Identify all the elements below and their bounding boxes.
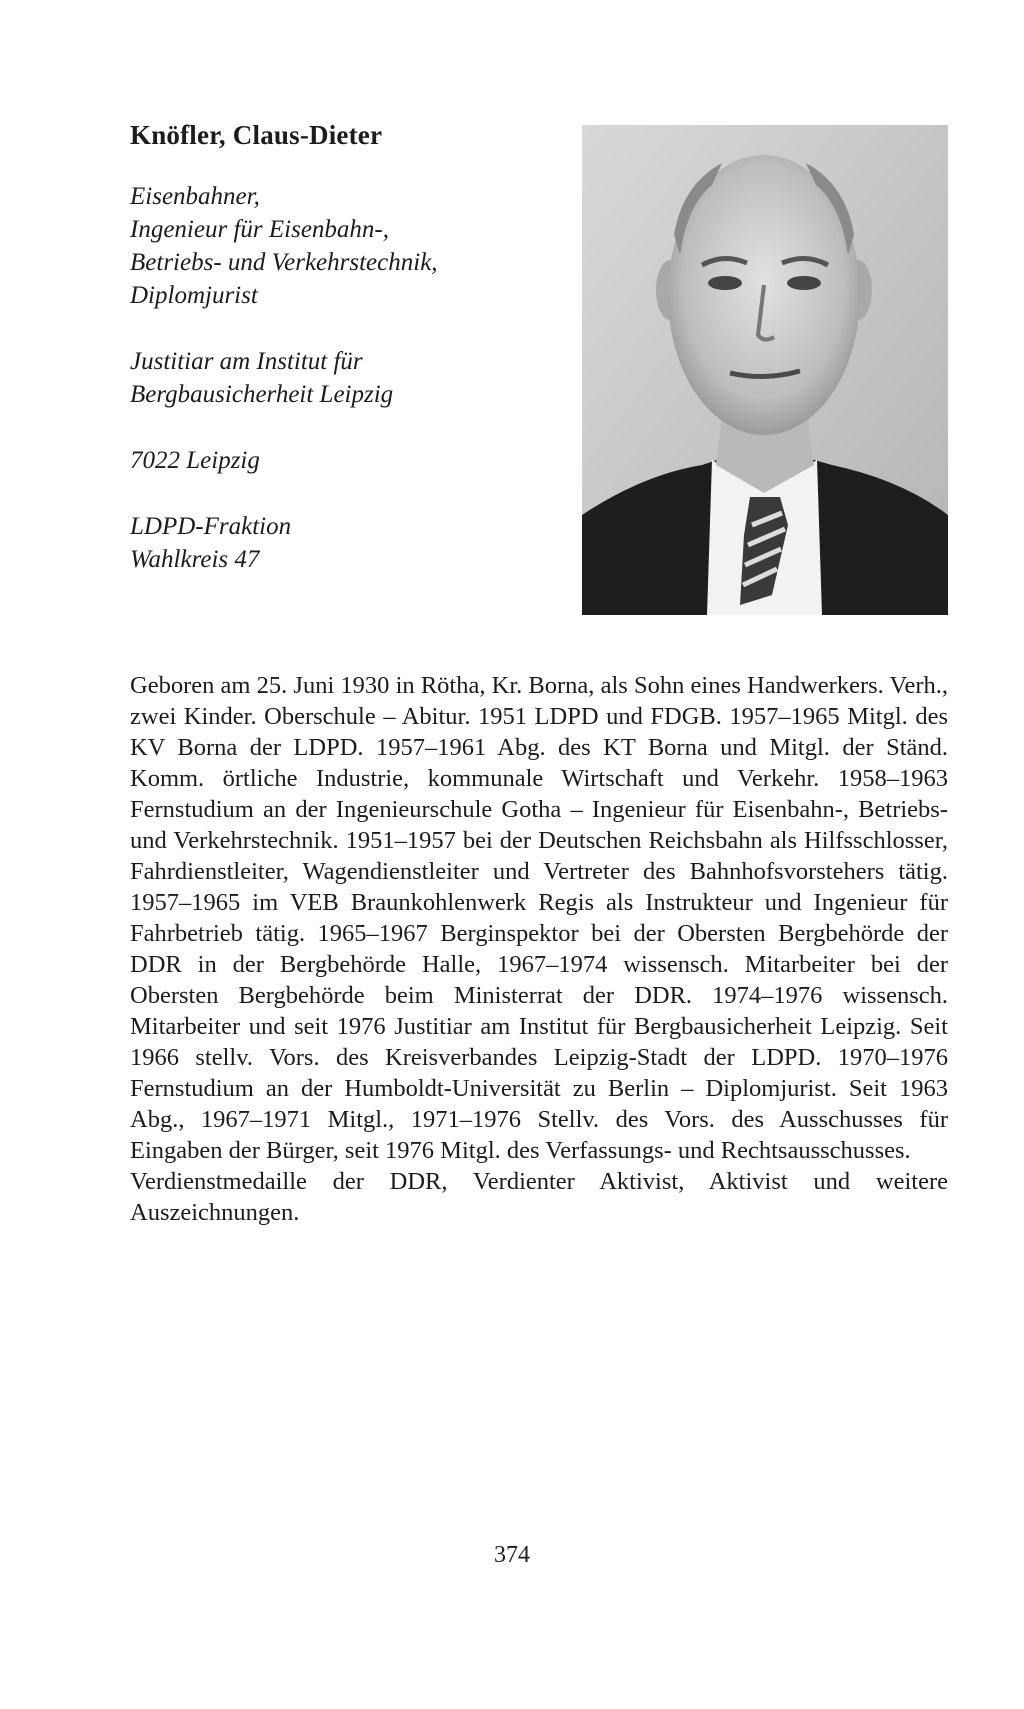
profession-line: Eisenbahner, <box>130 183 260 210</box>
portrait-photo <box>582 125 948 615</box>
person-info <box>130 180 570 609</box>
constituency-line: Wahlkreis 47 <box>130 546 260 573</box>
biography <box>130 670 948 1228</box>
profession-line: Ingenieur für Eisenbahn-, <box>130 216 389 243</box>
person-name: Knöfler, Claus-Dieter <box>130 120 383 150</box>
professions <box>130 180 570 312</box>
current-position <box>130 345 570 411</box>
position-line: Justitiar am Institut für <box>130 348 363 375</box>
address-line: 7022 Leipzig <box>130 447 260 474</box>
biography-paragraph: Geboren am 25. Juni 1930 in Rötha, Kr. Borna, als Sohn eines Handwerkers. Verh., zwei Kinder. Oberschule – Abitur. 1951 LDPD und FDGB. 1957–1965 Mitgl. des KV Borna der LDPD. 1957–1961 Abg. des KT Borna und Mitgl. der Ständ. Komm. örtliche Industrie, kommunale Wirtschaft und Verkehr. 1958–1963 Fernstudium an der Ingenieurschule Gotha – Ingenieur für Eisenbahn-, Betriebs- und Verkehrstechnik. 1951–1957 bei der Deutschen Reichsbahn als Hilfsschlosser, Fahrdienstleiter, Wagendienstleiter und Vertreter des Bahnhofsvorstehers tätig. 1957–1965 im VEB Braunkohlenwerk Regis als Instrukteur und Ingenieur für Fahrbetrieb tätig. 1965–1967 Berginspektor bei der Obersten Bergbehörde der DDR in der Bergbehörde Halle, 1967–1974 wissensch. Mitarbeiter bei der Obersten Bergbehörde beim Ministerrat der DDR. 1974–1976 wissensch. Mitarbeiter und seit 1976 Justitiar am Institut für Bergbausicherheit Leipzig. Seit 1966 stellv. Vors. des Kreisverbandes Leipzig-Stadt der LDPD. 1970–1976 Fernstudium an der Humboldt-Universität zu Berlin – Diplomjurist. Seit 1963 Abg., 1967–1971 Mitgl., 1971–1976 Stellv. des Vors. des Ausschusses für Eingaben der Bürger, seit 1976 Mitgl. des Verfassungs- und Rechtsausschusses. <box>130 672 948 1164</box>
faction <box>130 510 570 576</box>
portrait-image <box>582 125 948 615</box>
profession-line: Diplomjurist <box>130 282 258 309</box>
faction-line: LDPD-Fraktion <box>130 513 292 540</box>
address <box>130 444 570 477</box>
profession-line: Betriebs- und Verkehrstechnik, <box>130 249 438 276</box>
awards-paragraph: Verdienstmedaille der DDR, Verdienter Aktivist, Aktivist und weitere Auszeichnungen. <box>130 1168 948 1226</box>
position-line: Bergbausicherheit Leipzig <box>130 381 394 408</box>
page-number: 374 <box>494 1542 530 1568</box>
